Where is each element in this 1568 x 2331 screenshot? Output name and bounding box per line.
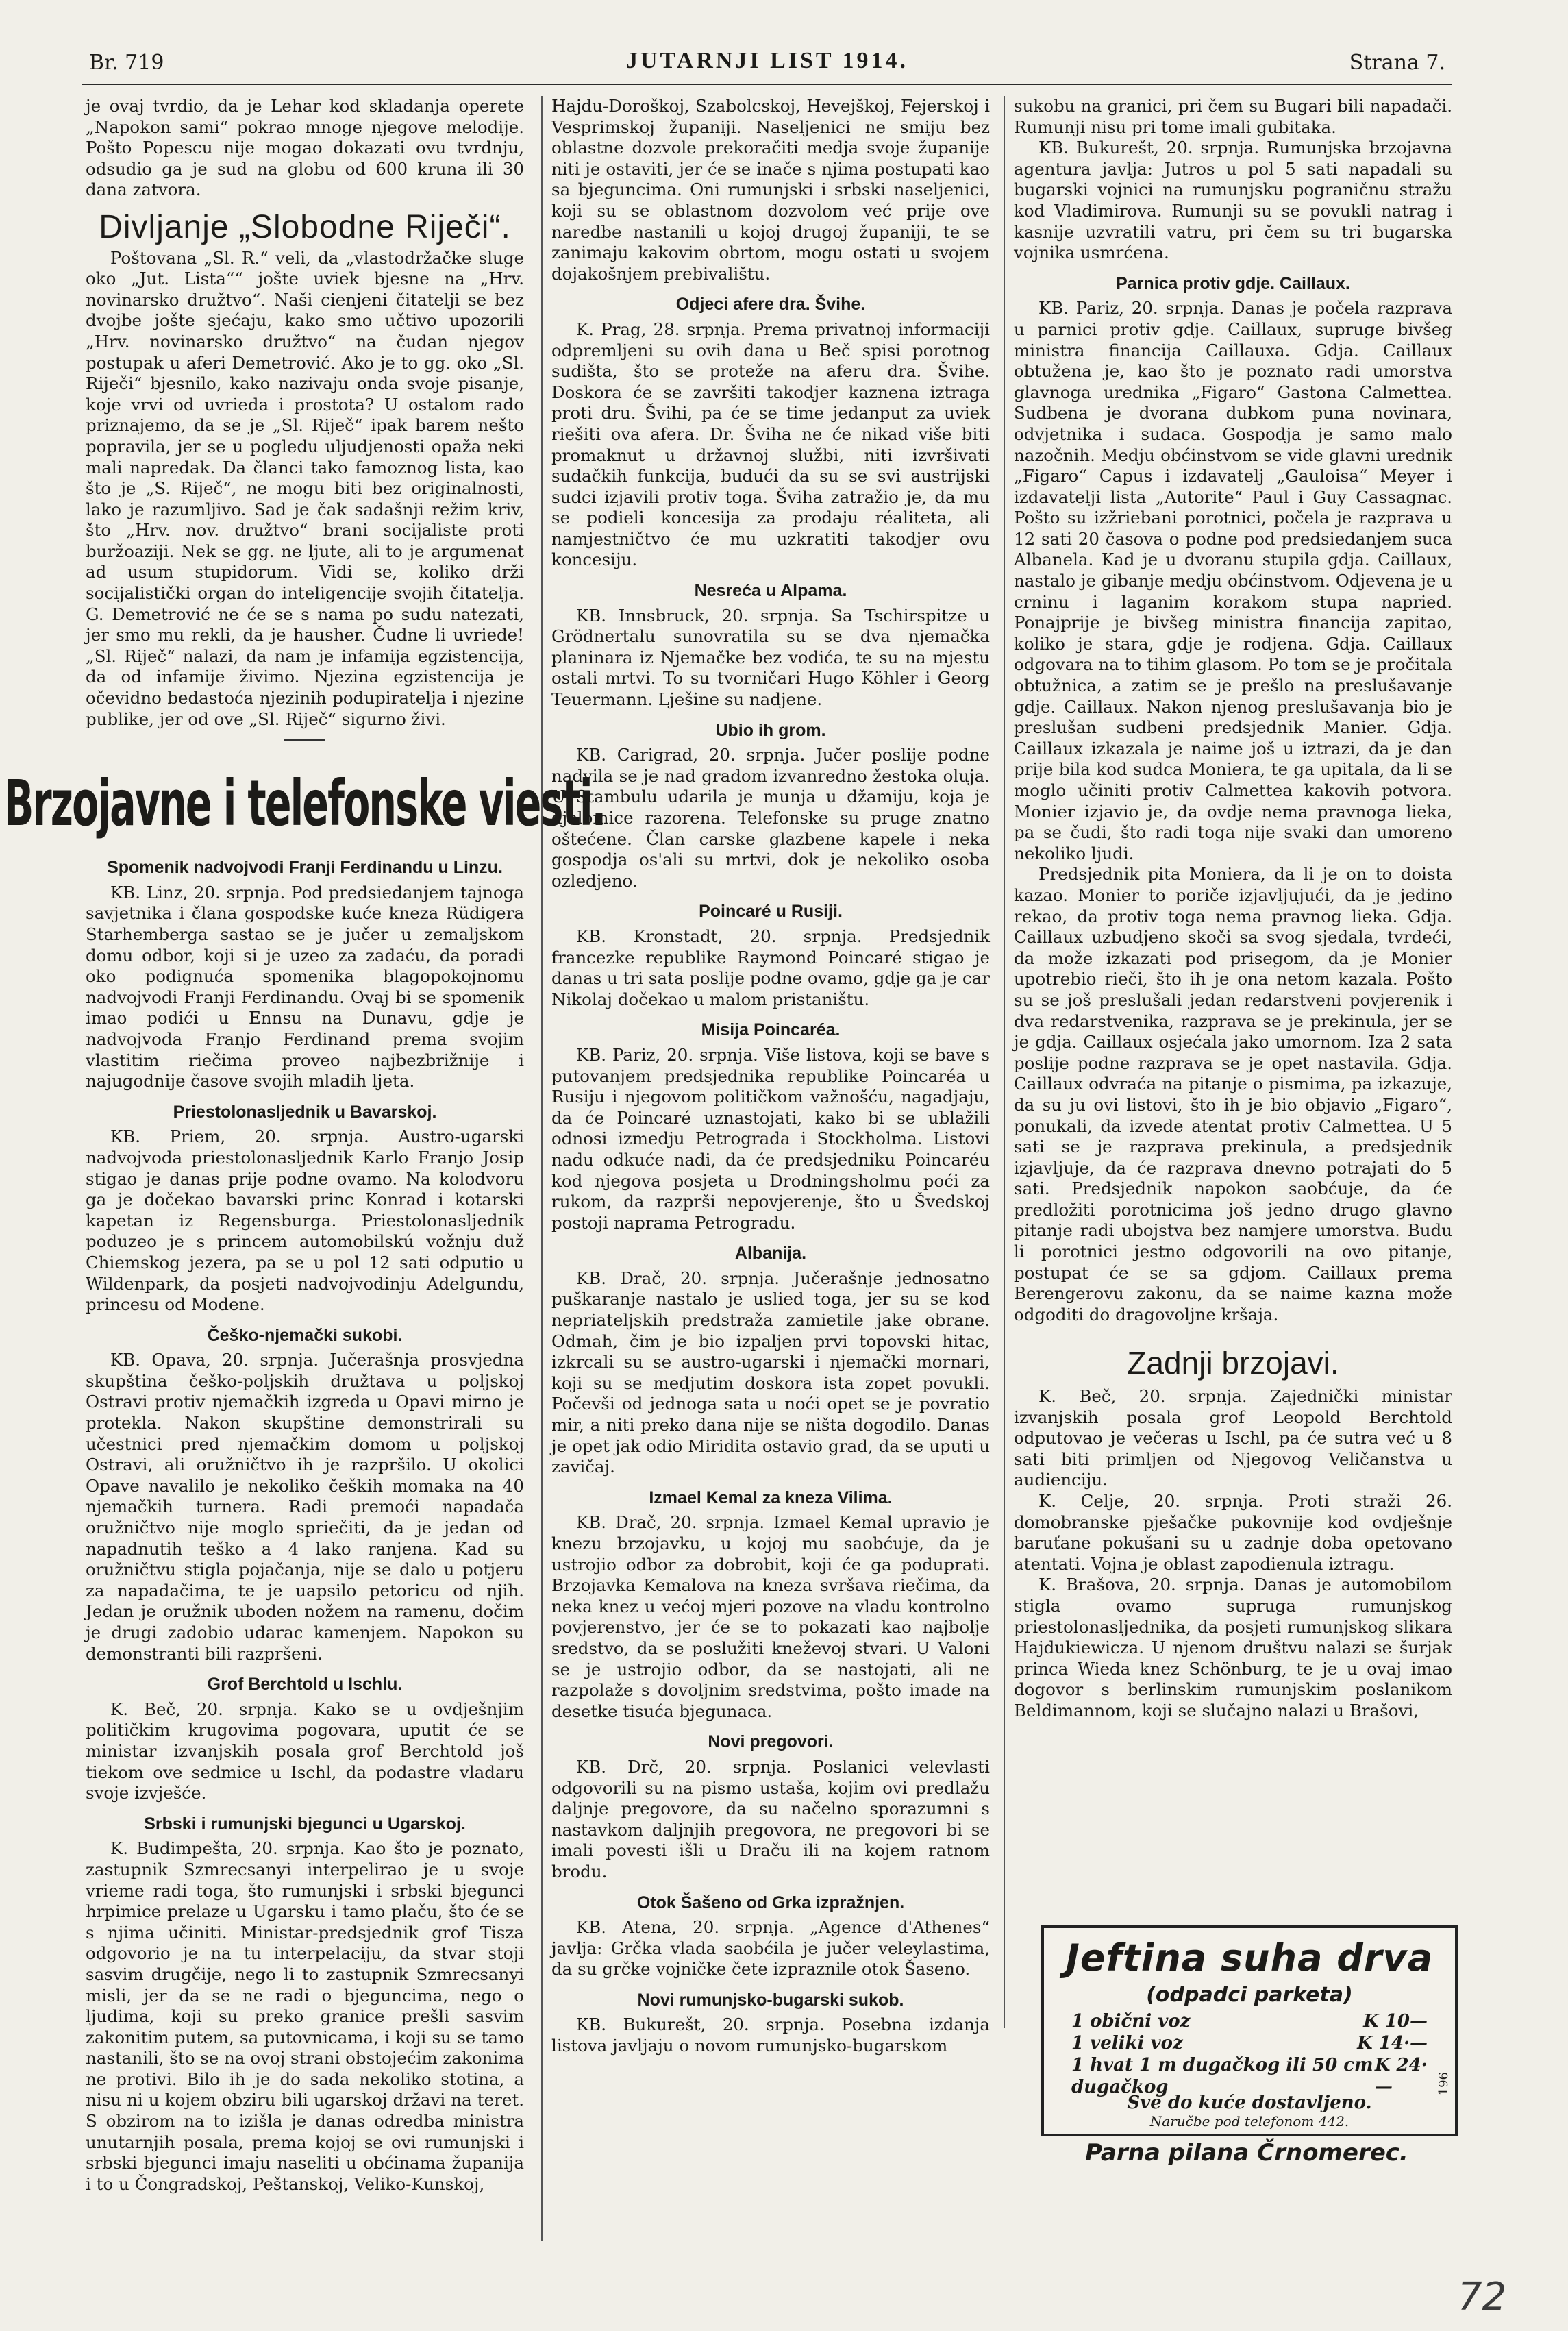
article-title: Parnica protiv gdje. Caillaux.	[1116, 273, 1350, 293]
article-headline: Divljanje „Slobodne Riječi“.	[99, 208, 511, 245]
ad-side-number: 196	[1436, 2072, 1451, 2096]
article-text: KB. Atena, 20. srpnja. „Agence d'Athenes“ javlja: Grčka vlada saobćila je jučer veleylastima, da su grčke vojničke čete izpraznile otok Šaseno.	[551, 1917, 990, 1980]
article-text: KB. Priem, 20. srpnja. Austro-ugarski nadvojvoda priestolonasljednik Karlo Franjo Josip stigao je danas prije podne ovamo. Na kolodvoru ga je dočekao bavarski princ Konrad i kotarski kapetan iz Regensburga. Priestolonasljednik poduzeo je s princem automobilskú vožnju duž Chiemskog jezera, pa se u pol 12 sati odputio u Wildenpark, da posjeti nadvojvodinju Adelgundu, princesu od Modene.	[86, 1126, 524, 1315]
article-title: Priestolonasljednik u Bavarskoj.	[173, 1102, 437, 1122]
page-number: Strana 7.	[1349, 51, 1445, 75]
article-text: K. Beč, 20. srpnja. Kako se u ovdješnjim političkim krugovima pogovara, uputit će se ministar izvanjskih posala grof Berchtold još tiekom ove sedmice u Ischl, da podastre vladaru svoje izvješće.	[86, 1699, 524, 1803]
ad-phone: Naručbe pod telefonom 442.	[1149, 2113, 1349, 2130]
article-text: Poštovana „Sl. R.“ veli, da „vlastodržačke sluge oko „Jut. Lista““ jošte uviek bjesne na „Hrv. novinarsko družtvo“. Naši cienjeni čitatelji se bez dvojbe jošte sjećaju, kako smo učtivo upozorili „Hrv. novinarsko družtvo“ na čudan njegov postupak u aferi Demetrović. Ako je to gg. oko „Sl. Riječi“ bjesnilo, kako nazivaju onda svoje pisanje, koje vrvi od uvrieda i prostota? U ostalom rado priznajemo, da se je „Sl. Riječ“ ipak barem nešto popravila, jer se u pogledu uljudjenosti opaža neki mali napredak. Da članci tako famoznog lista, kao što je „S. Riječ“, ne mogu biti bez originalnosti, lako je razumljivo. Sad je čak sadašnji režim kriv, što „Hrv. nov. družtvo“ brani socijaliste proti buržoaziji. Nek se gg. ne ljute, ali to je argumenat ad usum stupidorum. Vidi se, koliko drži socijalistički organ do inteligencije svojih čitatelja. G. Demetrović ne će se s nama po sudu natezati, jer smo mu rekli, da je hausher. Čudne li uvriede! „Sl. Riječ“ nalazi, da nam je infamija egzistencija, da od infamije živimo. Njezina egzistencija je očevidno bedastoća njezinih podupiratelja i njezine publike, jer od ove „Sl. Riječ“ sigurno živi.	[86, 247, 524, 729]
ad-price-list	[1071, 2010, 1428, 2098]
article-text: KB. Pariz, 20. srpnja. Danas je počela razprava u parnici protiv gdje. Caillaux, supruge bivšeg ministra financija Caillauxa. Gdja. Caillaux obtužena je, kao što je poznato radi umorstva glavnoga urednika „Figaro“ Gastona Calmettea. Sudbena je dvorana dubkom puna novinara, odvjetnika i sudaca. Gospodja je samo malo nazočnih. Medju obćinstvom se vide glavni urednik „Figaro“ Capus i izdavatelj „Gauloisa“ Meyer i izdavatelji lista „Autorite“ Paul i Guy Cassagnac. Pošto su izžriebani porotnici, počela je razprava u 12 sati 20 časova o podne pod predsiedanjem suca Albanela. Kad je u dvoranu stupila gdja. Caillaux, nastalo je gibanje medju obćinstvom. Odjevena je u crninu i laganim korakom stupa napried. Ponajprije je bivšeg ministra financija zapitao, koliko je stara, gdje je rodjena. Gdja. Caillaux odgovara na to tihim glasom. Po tom se je pročitala obtužnica, a zatim se je prešlo na preslušavanje gdje. Caillaux. Nakon njenog preslušavanja bio je preslušan sudbeni predsjednik Manier. Gdja. Caillaux izkazala je naime još u iztrazi, da je dan prije bila kod sudca Moniera, te ga upitala, da li se moglo učiniti protiv Calmettea kakovih potvora. Monier izjavio je, da ovdje nema pravnoga lieka, pa se čudi, što radi toga nije svaki dan umoreno nekoliko ljudi.	[1014, 298, 1452, 863]
divider	[284, 739, 325, 741]
article-text: KB. Carigrad, 20. srpnja. Jučer poslije podne nadvila se je nad gradom izvanredno žestoka oluja. U Stambulu udarila je munja u džamiju, koja je djelomice razorena. Telefonske su pruge znatno oštećene. Član carske glazbene kapele i neka gospodja os'ali su mrtvi, dok je nekoliko osoba ozledjeno.	[551, 745, 990, 891]
ad-note: Sve do kuće dostavljeno.	[1127, 2093, 1372, 2113]
ad-price-value: K 14·—	[1357, 2033, 1428, 2054]
section-banner: Brzojavne i telefonske viesti.	[4, 766, 606, 840]
article-title: Poincaré u Rusiji.	[699, 902, 843, 922]
handwritten-page-mark: 72	[1458, 2275, 1507, 2319]
article-title: Novi rumunjsko-bugarski sukob.	[637, 1990, 904, 2010]
article-text: KB. Drč, 20. srpnja. Poslanici velevlasti odgovorili su na pismo ustaša, kojim ovi predlažu daljnje pregovore, da su načelno sporazumni s nastavkom daljnjih pregovora, ne pregovori bi se imali povesti išli u Draču ili na kojem ratnom brodu.	[551, 1756, 990, 1882]
article-text: KB. Opava, 20. srpnja. Jučerašnja prosvjedna skupština češko-poljskih družtava u poljskoj Ostravi protiv njemačkih izgreda u Opavi mirno je protekla. Nakon skupštine demonstrirali su učestnici pred njemačkim domom u poljskoj Ostravi, ali oružničtvo ih je razpršilo. U okolici Opave navalilo je nekoliko čeških momaka na 40 njemačkih turnera. Radi premoći napadača oružničtvo nije moglo spriečiti, da je jedan od napadnutih teško a 4 lako ranjena. Kad su oružničtvu stigla pojačanja, nije se dalo u potjeru za napadačima, te je uapsilo petoricu od njih. Jedan je oružnik uboden nožem na ramenu, dočim je drugi zadobio udarac kamenjem. Napokon su demonstranti bili razpršeni.	[86, 1350, 524, 1664]
article-text: Hajdu-Doroškoj, Szabolcskoj, Hevejškoj, Fejerskoj i Vesprimskoj županiji. Naseljenici ne smiju bez oblastne dozvole prekoračiti medja svoje županije niti je ostaviti, jer će se inače s njima postupati kao sa bjeguncima. Oni rumunjski i srbski naseljenici, koji su se oblastnom dozvolom već prije ove naredbe nastanili u kojoj drugoj županiji, te se zanimaju kakovim obrtom, mogu ostati u svojem dojakošnjem prebivalištu.	[551, 96, 990, 284]
ad-price-value: K 24·—	[1374, 2055, 1428, 2097]
article-text: KB. Pariz, 20. srpnja. Više listova, koji se bave s putovanjem predsjednika republike Poincaréa u Rusiju i njegovom političkom važnošću, nagadjaju, da će Poincaré uznastojati, kako bi se ublažili odnosi izmedju Petrograda i Stockholma. Listovi nadu odkuće nadi, da će predsjedniku Poincaréu kod njegova posjeta u Drodningsholmu poći za rukom, da razprši nepovjerenje, što u Švedskoj postoji naprama Petrogradu.	[551, 1044, 990, 1233]
article-title: Nesreća u Alpama.	[694, 581, 847, 601]
issue-number: Br. 719	[89, 51, 164, 75]
ad-price-label: 1 obični voz	[1071, 2011, 1191, 2032]
article-title: Misija Poincaréa.	[701, 1020, 841, 1040]
article-text: K. Budimpešta, 20. srpnja. Kao što je poznato, zastupnik Szmrecsanyi interpelirao je u svoje vrieme radi toga, što rumunjski i srbski bjegunci hrpimice prelaze u Ugarsku i tamo plaču, što će se s njima učiniti. Ministar-predsjednik grof Tisza odgovorio je na tu interpelaciju, da stvar stoji sasvim drugčije, nego li to zastupnik Szmrecsanyi misli, jer da se ne radi o bjeguncima, nego o ljudima, koji su preko granice prešli sasvim zakonitim putem, sa putovnicama, i koji su se tamo nastanili, što se na ovoj strani obstojećim zakonima ne protivi. Bilo ih je do sada nekoliko stotina, a nisu ni u kojem obziru bili ugarskoj državi na teret. S obzirom na to izišla je danas odredba ministra unutarnjih posala, prema kojoj se ovi rumunjski i srbski bjegunci imaju naseliti u obćinama županija i to u Čongradskoj, Peštanskoj, Veliko-Kunskoj,	[86, 1838, 524, 2194]
article-text: K. Prag, 28. srpnja. Prema privatnoj informaciji odpremljeni su ovih dana u Beč spisi porotnog sudišta, što se proteže na aferu dra. Švihe. Doskora će se završiti takodjer kaznena iztraga proti dru. Švihi, pa će se time jedanput za uviek riešiti ova afera. Dr. Šviha ne će nikad više biti promaknut u državnoj službi, niti izvršivati sudačkih funkcija, budući da su se svi austrijski sudci izjavili protiv toga. Šviha zatražio je, da mu se podieli koncesija za prodaju réaliteta, ali namjestničtvo će mu uzkratiti takodjer ovu koncesiju.	[551, 319, 990, 570]
ad-price-row	[1071, 2054, 1428, 2098]
article-text: KB. Innsbruck, 20. srpnja. Sa Tschirspitze u Grödnertalu sunovratila su se dva njemačka planinara iz Njemačke bez vodića, te su na mjestu ostali mrtvi. To su tvorničari Hugo Köhler i Georg Teuermann. Lješine su nadjene.	[551, 605, 990, 710]
article-title: Grof Berchtold u Ischlu.	[207, 1675, 403, 1694]
article-text: KB. Bukurešt, 20. srpnja. Rumunjska brzojavna agentura javlja: Jutros u pol 5 sati napadali su bugarski vojnici na rumunjsku pograničnu stražu kod Vladimirova. Rumunji su se povukli natrag i kasnije uzvratili vatru, pri čem su tri bugarska vojnika usmrćena.	[1014, 138, 1452, 263]
page-header	[82, 45, 1452, 85]
ad-price-label: 1 hvat 1 m dugačkog ili 50 cm dugačkog	[1071, 2055, 1373, 2097]
article-title: Izmael Kemal za kneza Vilima.	[649, 1488, 893, 1507]
article-text: KB. Drač, 20. srpnja. Jučerašnje jednosatno puškaranje nastalo je uslied toga, jer su se kod nepriateljskih predstraža zamietile jake obrane. Odmah, čim je bio izpaljen prvi topovski hitac, izkrcali su se austro-ugarski i njemački mornari, koji su se medjutim doskora ista zopet povukli. Počevši od jednoga sata u noći opet se je povratio mir, a niti preko dana nije se ništa dogodilo. Danas je opet jak odio Miridita ostavio grad, da se uputi u zavičaj.	[551, 1268, 990, 1477]
column-3	[1014, 96, 1452, 1722]
article-title: Srbski i rumunjski bjegunci u Ugarskoj.	[144, 1814, 466, 1834]
article-text: KB. Linz, 20. srpnja. Pod predsiedanjem tajnoga savjetnika i člana gospodske kuće kneza Rüdigera Starhemberga sastao se je jučer u zemaljskom domu odbor, koji si je uzeo za zadaću, da poradi oko podignuća spomenika blagopokojnomu nadvojvodi Franji Ferdinandu. Ovaj bi se spomenik imao podići u Ennsu na Dunavu, gdje je nadvojvoda Franjo Ferdinand prema svojim vlastitim riečima proveo najbezbrižnije i najugodnije časove svojih mladih ljeta.	[86, 882, 524, 1092]
article-text: K. Celje, 20. srpnja. Proti straži 26. domobranske pješačke pukovnije kod ovdješnje baruťane pokušani su u zadnje doba opetovano atentati. Vojna je oblast zapodienula iztragu.	[1014, 1491, 1452, 1574]
article-text: KB. Drač, 20. srpnja. Izmael Kemal upravio je knezu brzojavku, u kojoj mu saobćuje, da je ustrojio odbor za dobrobit, koji će ga poduprati. Brzojavka Kemalova na kneza svršava riečima, da neka knez u većoj mjeri pozove na vladu kontrolno povjerenstvo, jer će se to pokazati kao najbolje sredstvo, da se poslužiti kneževoj stvari. U Valoni se je ustrojio odbor, da se nastojati, ali ne razpolaže s dovoljnim sredstvima, pošto imade na desetke tisuća bjegunaca.	[551, 1512, 990, 1721]
column-divider	[541, 96, 543, 2241]
ad-price-row	[1071, 2032, 1428, 2054]
article-title: Otok Šašeno od Grka izpražnjen.	[636, 1892, 905, 1912]
article-text: je ovaj tvrdio, da je Lehar kod skladanja operete „Napokon sami“ pokrao mnoge njegove melodije. Pošto Popescu nije mogao dokazati ovu tvrdnju, odsudio ga je sud na globu od 600 kruna ili 30 dana zatvora.	[86, 96, 524, 200]
ad-price-label: 1 veliki voz	[1071, 2033, 1183, 2054]
article-text: KB. Kronstadt, 20. srpnja. Predsjednik francezke republike Raymond Poincaré stigao je danas u tri sata poslije podne ovamo, gdje ga je car Nikolaj dočekao u malom pristaništu.	[551, 926, 990, 1009]
column-divider	[1004, 96, 1005, 2028]
ad-price-row	[1071, 2010, 1428, 2032]
article-title: Ubio ih grom.	[715, 720, 826, 740]
column-2	[551, 96, 990, 2057]
article-text: sukobu na granici, pri čem su Bugari bili napadači. Rumunji nisu pri tome imali gubitaka.	[1014, 96, 1452, 137]
article-title: Albanija.	[734, 1244, 807, 1263]
ad-price-value: K 10—	[1363, 2011, 1428, 2032]
article-text: K. Brašova, 20. srpnja. Danas je automobilom stigla ovamo supruga rumunjskog priestolonasljednika, da posjeti rumunjskog slikara Hajdukiewicza. U njenom društvu nalazi se šurjak princa Wieda knez Schönburg, te je u ovaj imao dogovor s berlinskim rumunjskim poslanikom Beldimannom, koji se slučajno nalazi u Brašovi,	[1014, 1575, 1452, 1720]
ad-title: Jeftina suha drva	[1065, 1936, 1434, 1980]
article-title: Spomenik nadvojvodi Franji Ferdinandu u Linzu.	[107, 858, 503, 878]
article-text: KB. Bukurešt, 20. srpnja. Posebna izdanja listova javljaju o novom rumunjsko-bugarskom	[551, 2014, 990, 2056]
article-title: Češko-njemački sukobi.	[207, 1325, 403, 1345]
section-headline: Zadnji brzojavi.	[1127, 1345, 1339, 1381]
advertisement-box	[1041, 1925, 1458, 2136]
newspaper-title: JUTARNJI LIST 1914.	[626, 48, 908, 73]
ad-footer: Parna pilana Črnomerec.	[1085, 2139, 1408, 2167]
column-1	[4, 96, 606, 2195]
article-text: Predsjednik pita Moniera, da li je on to doista kazao. Monier to poriče izjavljujući, da je jedino rekao, da protiv toga nema pravnog lieka. Gdja. Caillaux uzbudjeno skoči sa svog sjedala, tvrdeći, da može izkazati pod prisegom, da je Monier upotrebio rieči, što ih je ona netom kazala. Pošto su se još preslušali jedan redarstveni povjerenik i dva redarstvenika, razprava se je prekinula, jer se je gdja. Caillaux osjećala jako umornom. Iza 2 sata poslije podne razprava se je opet nastavila. Gdja. Caillaux odvraća na pitanje o pismima, pa izkazuje, da su ju ovi listovi, što ih je bio objavio „Figaro“, ponukali, da izvede atentat protiv Calmettea. U 5 sati se je razprava prekinula, a predsjednik izjavljuje, da će razprava dnevno potrajati do 5 sati. Predsjednik napokon saobćuje, da će predložiti porotnicima još jedno drugo glavno pitanje radi ubojstva bez namjere umorstva. Budu li porotnici jestno odgovorili na ovo pitanje, postupat će se sa gdjom. Caillaux prema Berengerovu zakonu, da se naime kazna može odgoditi do dragovoljne kršaja.	[1014, 864, 1452, 1324]
article-title: Novi pregovori.	[708, 1732, 834, 1752]
article-title: Odjeci afere dra. Švihe.	[675, 295, 866, 314]
article-text: K. Beč, 20. srpnja. Zajednički ministar izvanjskih posala grof Leopold Berchtold odputovao je večeras u Ischl, pa će sutra već u 8 sati biti primljen od Njegovog Veličanstva u audienciju.	[1014, 1386, 1452, 1490]
ad-subtitle: (odpadci parketa)	[1146, 1983, 1353, 2007]
